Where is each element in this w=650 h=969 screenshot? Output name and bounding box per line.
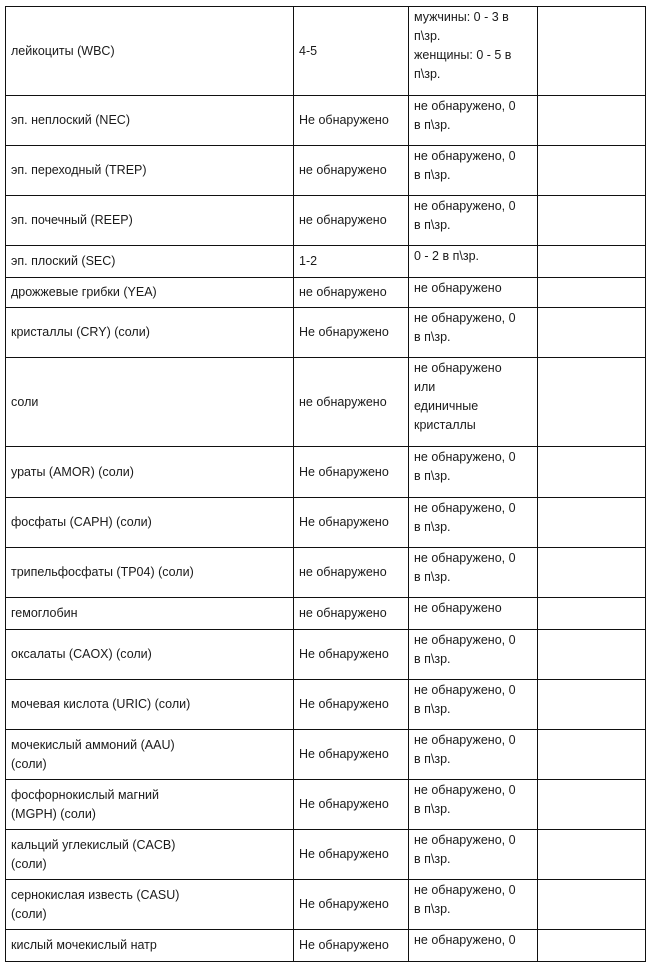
test-name-cell: оксалаты (CAOX) (соли) (6, 630, 294, 680)
test-name-cell: мочевая кислота (URIC) (соли) (6, 680, 294, 730)
reference-range-cell: 0 - 2 в п\зр. (409, 246, 538, 278)
table-row (6, 780, 646, 830)
note-cell (538, 730, 646, 780)
test-name-cell: фосфаты (CAPH) (соли) (6, 498, 294, 548)
test-name-cell: сернокислая известь (CASU) (соли) (6, 880, 294, 930)
table-row (6, 196, 646, 246)
table-row (6, 246, 646, 278)
table-row (6, 7, 646, 96)
result-cell: Не обнаружено (294, 730, 409, 780)
table-row (6, 308, 646, 358)
table-row (6, 598, 646, 630)
table-row (6, 278, 646, 308)
reference-range-cell: не обнаружено, 0 в п\зр. (409, 880, 538, 930)
note-cell (538, 278, 646, 308)
note-cell (538, 196, 646, 246)
reference-range-cell: не обнаружено (409, 278, 538, 308)
lab-results-table (5, 6, 646, 962)
test-name-cell: мочекислый аммоний (AAU) (соли) (6, 730, 294, 780)
note-cell (538, 498, 646, 548)
table-row (6, 498, 646, 548)
table-row (6, 930, 646, 962)
reference-range-cell: не обнаружено, 0 в п\зр. (409, 780, 538, 830)
reference-range-cell: не обнаружено или единичные кристаллы (409, 358, 538, 447)
reference-range-cell: мужчины: 0 - 3 в п\зр. женщины: 0 - 5 в п\зр. (409, 7, 538, 96)
reference-range-cell: не обнаружено, 0 в п\зр. (409, 146, 538, 196)
reference-range-cell: не обнаружено, 0 в п\зр. (409, 630, 538, 680)
reference-range-cell: не обнаружено, 0 в п\зр. (409, 680, 538, 730)
reference-range-cell: не обнаружено, 0 в п\зр. (409, 498, 538, 548)
table-row (6, 96, 646, 146)
result-cell: не обнаружено (294, 598, 409, 630)
test-name-cell: кальций углекислый (CACB) (соли) (6, 830, 294, 880)
table-row (6, 548, 646, 598)
result-cell: Не обнаружено (294, 780, 409, 830)
result-cell: Не обнаружено (294, 308, 409, 358)
reference-range-cell: не обнаружено, 0 (409, 930, 538, 962)
table-row (6, 358, 646, 447)
result-cell: не обнаружено (294, 196, 409, 246)
note-cell (538, 447, 646, 498)
note-cell (538, 780, 646, 830)
table-row (6, 630, 646, 680)
result-cell: 4-5 (294, 7, 409, 96)
note-cell (538, 96, 646, 146)
result-cell: Не обнаружено (294, 96, 409, 146)
test-name-cell: соли (6, 358, 294, 447)
reference-range-cell: не обнаружено, 0 в п\зр. (409, 730, 538, 780)
note-cell (538, 7, 646, 96)
note-cell (538, 548, 646, 598)
note-cell (538, 358, 646, 447)
test-name-cell: эп. почечный (REEP) (6, 196, 294, 246)
table-row (6, 730, 646, 780)
reference-range-cell: не обнаружено (409, 598, 538, 630)
table-row (6, 146, 646, 196)
result-cell: Не обнаружено (294, 680, 409, 730)
note-cell (538, 880, 646, 930)
table-row (6, 447, 646, 498)
reference-range-cell: не обнаружено, 0 в п\зр. (409, 196, 538, 246)
result-cell: не обнаружено (294, 146, 409, 196)
table-row (6, 830, 646, 880)
note-cell (538, 630, 646, 680)
result-cell: Не обнаружено (294, 447, 409, 498)
reference-range-cell: не обнаружено, 0 в п\зр. (409, 447, 538, 498)
note-cell (538, 930, 646, 962)
table-row (6, 880, 646, 930)
test-name-cell: гемоглобин (6, 598, 294, 630)
result-cell: не обнаружено (294, 278, 409, 308)
reference-range-cell: не обнаружено, 0 в п\зр. (409, 830, 538, 880)
test-name-cell: трипельфосфаты (TP04) (соли) (6, 548, 294, 598)
result-cell: Не обнаружено (294, 880, 409, 930)
test-name-cell: лейкоциты (WBC) (6, 7, 294, 96)
result-cell: 1-2 (294, 246, 409, 278)
test-name-cell: ураты (AMOR) (соли) (6, 447, 294, 498)
result-cell: не обнаружено (294, 358, 409, 447)
note-cell (538, 146, 646, 196)
reference-range-cell: не обнаружено, 0 в п\зр. (409, 308, 538, 358)
result-cell: Не обнаружено (294, 830, 409, 880)
test-name-cell: эп. неплоский (NEC) (6, 96, 294, 146)
table-body (6, 7, 646, 962)
note-cell (538, 598, 646, 630)
test-name-cell: кислый мочекислый натр (6, 930, 294, 962)
test-name-cell: дрожжевые грибки (YEA) (6, 278, 294, 308)
result-cell: не обнаружено (294, 548, 409, 598)
test-name-cell: фосфорнокислый магний (MGPH) (соли) (6, 780, 294, 830)
reference-range-cell: не обнаружено, 0 в п\зр. (409, 548, 538, 598)
note-cell (538, 830, 646, 880)
reference-range-cell: не обнаружено, 0 в п\зр. (409, 96, 538, 146)
result-cell: Не обнаружено (294, 498, 409, 548)
result-cell: Не обнаружено (294, 630, 409, 680)
note-cell (538, 680, 646, 730)
test-name-cell: эп. плоский (SEC) (6, 246, 294, 278)
table-row (6, 680, 646, 730)
test-name-cell: кристаллы (CRY) (соли) (6, 308, 294, 358)
note-cell (538, 308, 646, 358)
result-cell: Не обнаружено (294, 930, 409, 962)
test-name-cell: эп. переходный (TREP) (6, 146, 294, 196)
note-cell (538, 246, 646, 278)
